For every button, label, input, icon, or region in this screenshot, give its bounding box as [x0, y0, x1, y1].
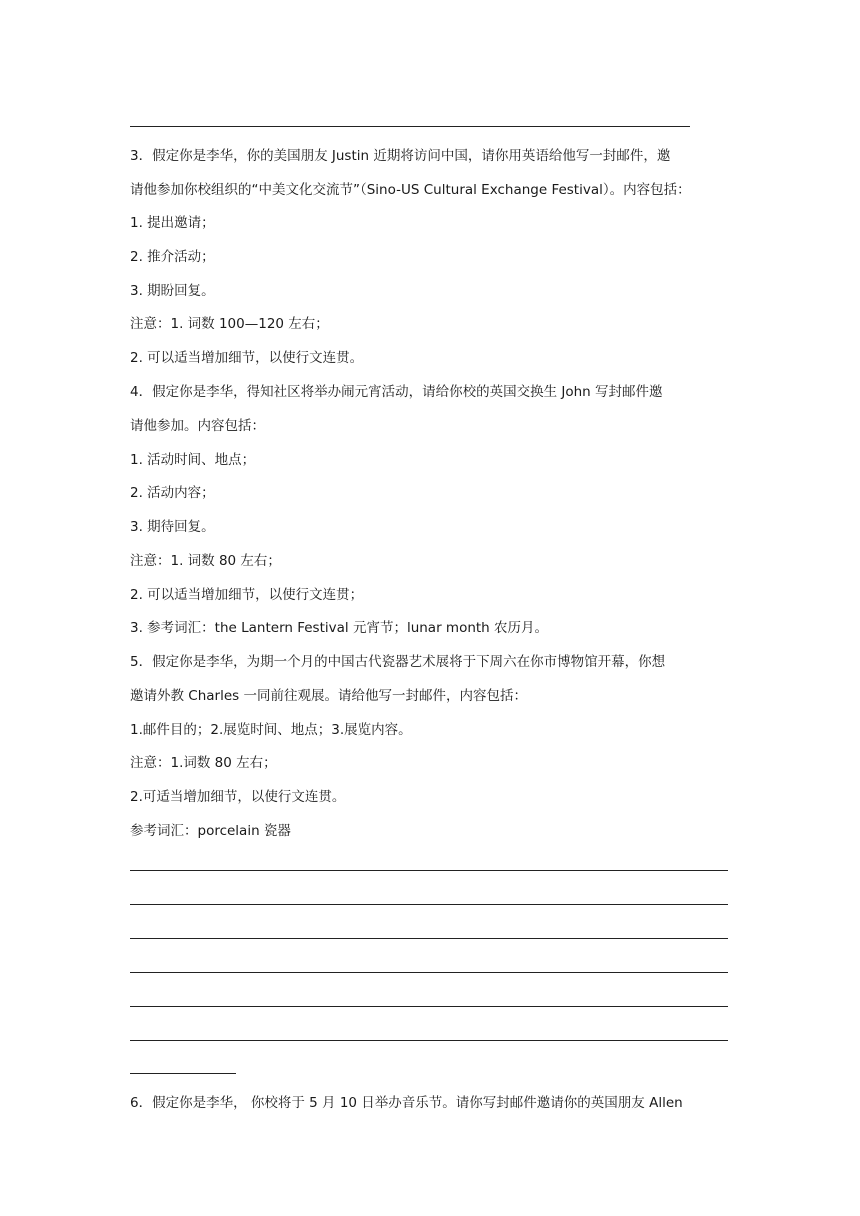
answer-line-1 [130, 870, 728, 871]
q5-line-1: 5．假定你是李华，为期一个月的中国古代瓷器艺术展将于下周六在你市博物馆开幕，你想 [130, 654, 666, 670]
answer-line-6 [130, 1040, 728, 1041]
q3-item-2: 2. 推介活动； [130, 249, 215, 265]
q4-item-2: 2. 活动内容； [130, 485, 215, 501]
q3-note-2: 2. 可以适当增加细节，以使行文连贯。 [130, 350, 364, 366]
answer-line-3 [130, 938, 728, 939]
q6-line-1: 6．假定你是李华， 你校将于 5 月 10 日举办音乐节。请你写封邮件邀请你的英国朋友 Allen [130, 1095, 683, 1111]
answer-line-7 [130, 1073, 236, 1074]
q5-line-2: 邀请外教 Charles 一同前往观展。请给他写一封邮件，内容包括： [130, 688, 527, 704]
answer-line-4 [130, 972, 728, 973]
q4-note-3: 3. 参考词汇：the Lantern Festival 元宵节；lunar month 农历月。 [130, 620, 549, 636]
q5-note-1: 注意：1.词数 80 左右； [130, 755, 277, 771]
q3-note-1: 注意：1. 词数 100—120 左右； [130, 316, 329, 332]
q5-note-2: 2.可适当增加细节，以使行文连贯。 [130, 789, 346, 805]
q5-vocab: 参考词汇：porcelain 瓷器 [130, 823, 291, 839]
q3-item-3: 3. 期盼回复。 [130, 283, 215, 299]
q5-items: 1.邮件目的；2.展览时间、地点；3.展览内容。 [130, 722, 412, 738]
answer-line-5 [130, 1006, 728, 1007]
q4-item-3: 3. 期待回复。 [130, 519, 215, 535]
q3-line-1: 3．假定你是李华，你的美国朋友 Justin 近期将访问中国，请你用英语给他写一封邮件，邀 [130, 148, 671, 164]
answer-line-2 [130, 904, 728, 905]
q3-line-2: 请他参加你校组织的“中美文化交流节”（Sino-US Cultural Exchange Festival）。内容包括： [130, 182, 691, 198]
answer-line-top [130, 126, 690, 127]
q3-item-1: 1. 提出邀请； [130, 215, 215, 231]
q4-line-2: 请他参加。内容包括： [130, 418, 265, 434]
q4-item-1: 1. 活动时间、地点； [130, 452, 256, 468]
q4-note-2: 2. 可以适当增加细节，以使行文连贯； [130, 587, 364, 603]
q4-note-1: 注意：1. 词数 80 左右； [130, 553, 281, 569]
q4-line-1: 4．假定你是李华，得知社区将举办闹元宵活动，请给你校的英国交换生 John 写封邮件邀 [130, 384, 663, 400]
